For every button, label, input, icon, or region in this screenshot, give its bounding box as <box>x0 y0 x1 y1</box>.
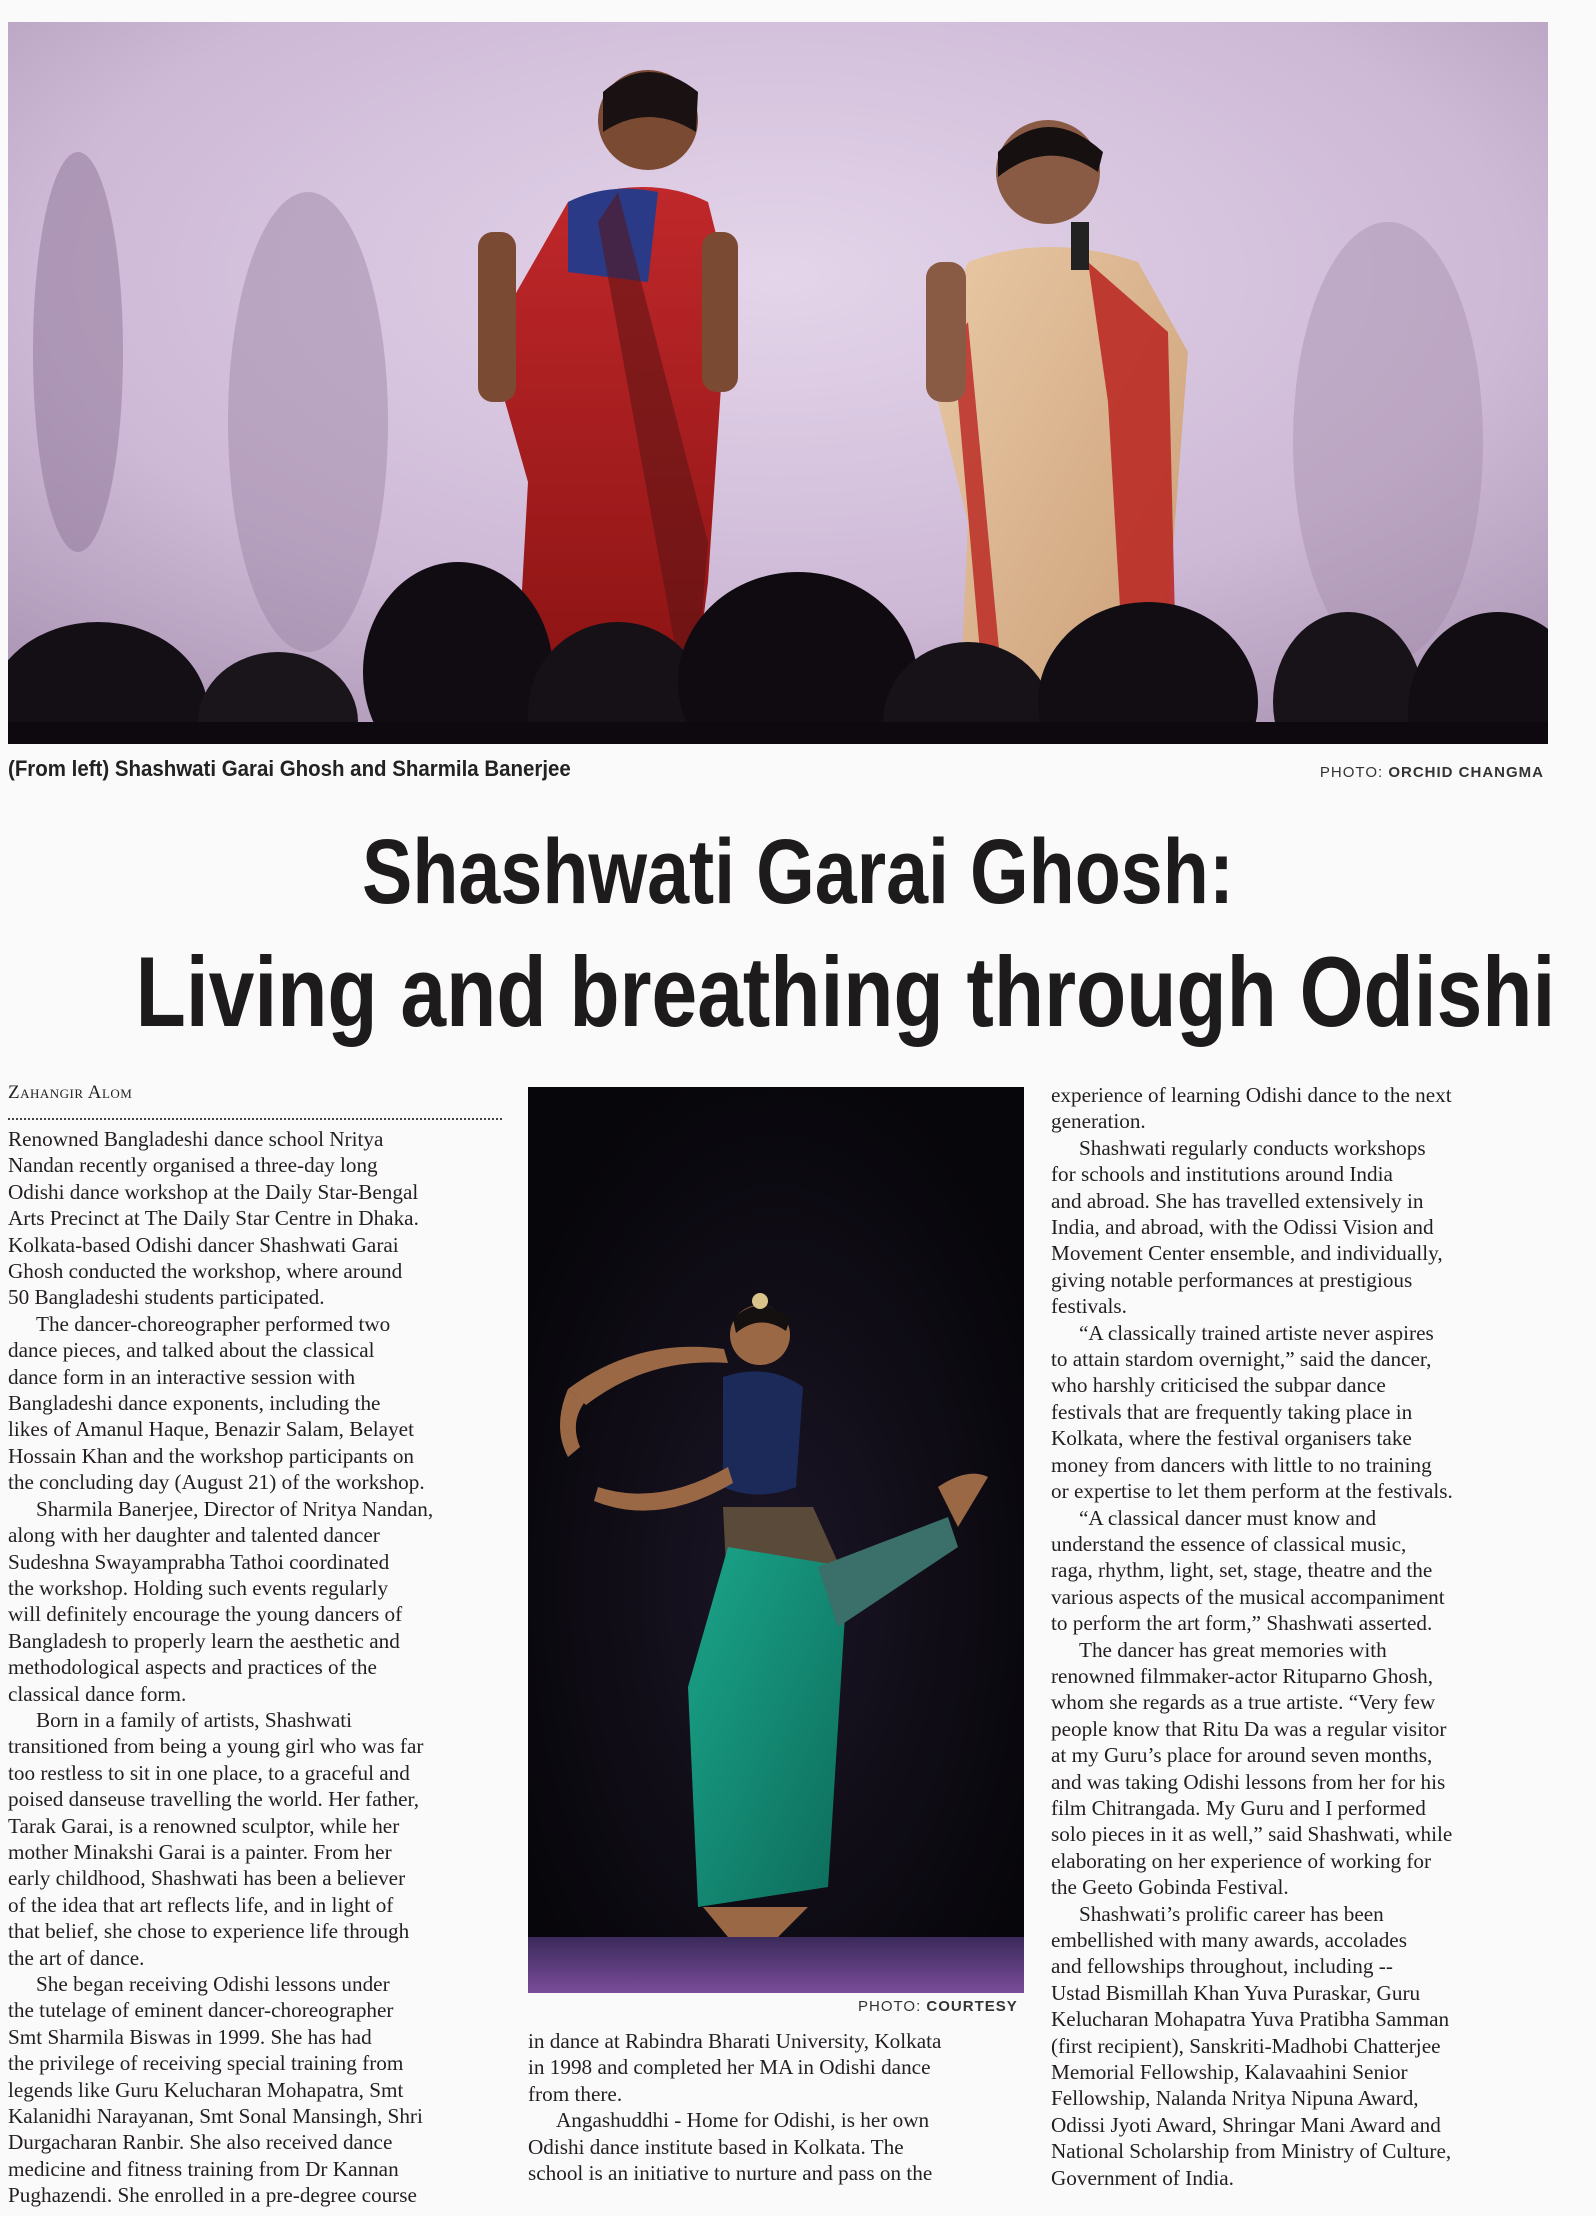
article-line: in 1998 and completed her MA in Odishi dance <box>528 2055 931 2080</box>
headline-line-2: Living and breathing through Odishi <box>135 936 1556 1047</box>
article-line: from there. <box>528 2081 623 2106</box>
article-line: legends like Guru Kelucharan Mohapatra, Smt <box>8 2077 404 2102</box>
credit-name: ORCHID CHANGMA <box>1388 764 1544 781</box>
article-line: or expertise to let them perform at the festivals. <box>1051 1479 1453 1504</box>
article-line: experience of learning Odishi dance to the next <box>1051 1083 1452 1107</box>
article-line: 50 Bangladeshi students participated. <box>8 1285 325 1310</box>
dancer-credit-label: PHOTO: <box>858 1998 922 2015</box>
article-line: the concluding day (August 21) of the workshop. <box>8 1470 425 1495</box>
article-line: Kolkata-based Odishi dancer Shashwati Garai <box>8 1232 399 1257</box>
article-line: at my Guru’s place for around seven months, <box>1051 1743 1433 1768</box>
article-line: festivals. <box>1051 1294 1127 1319</box>
article-line: to attain stardom overnight,” said the dancer, <box>1051 1347 1432 1372</box>
article-line: Odishi dance workshop at the Daily Star-Bengal <box>8 1179 419 1204</box>
article-line: Bangladesh to properly learn the aesthetic and <box>8 1628 400 1653</box>
article-line: (first recipient), Sanskriti-Madhobi Chatterjee <box>1051 2033 1441 2058</box>
article-line: The dancer-choreographer performed two <box>36 1311 391 1336</box>
article-column-1 <box>8 1126 502 2209</box>
article-line: generation. <box>1051 1109 1146 1134</box>
article-line: Nandan recently organised a three-day long <box>8 1153 378 1178</box>
article-line: methodological aspects and practices of the <box>8 1655 377 1680</box>
article-line: poised danseuse travelling the world. Her father, <box>8 1787 419 1812</box>
article-line: Odishi dance institute based in Kolkata. The <box>528 2134 904 2159</box>
article-line: the art of dance. <box>8 1945 145 1970</box>
article-line: the tutelage of eminent dancer-choreographer <box>8 1998 394 2023</box>
article-line: Arts Precinct at The Daily Star Centre in Dhaka. <box>8 1206 419 1231</box>
article-line: Memorial Fellowship, Kalavaahini Senior <box>1051 2060 1408 2085</box>
article-line: to perform the art form,” Shashwati asserted. <box>1051 1611 1433 1636</box>
article-line: classical dance form. <box>8 1681 187 1706</box>
article-line: India, and abroad, with the Odissi Vision and <box>1051 1215 1434 1240</box>
article-line: raga, rhythm, light, set, stage, theatre and the <box>1051 1558 1433 1583</box>
article-line: embellished with many awards, accolades <box>1051 1928 1407 1952</box>
article-line: who harshly criticised the subpar dance <box>1051 1373 1386 1398</box>
dancer-photo-illustration <box>528 1087 1024 1993</box>
article-line: Smt Sharmila Biswas in 1999. She has had <box>8 2024 372 2049</box>
article-line: giving notable performances at prestigious <box>1051 1267 1413 1292</box>
article-line: Kolkata, where the festival organisers take <box>1051 1426 1412 1451</box>
article-line: too restless to sit in one place, to a graceful and <box>8 1760 410 1785</box>
article-line: Fellowship, Nalanda Nritya Nipuna Award, <box>1051 2086 1419 2111</box>
article-line: and abroad. She has travelled extensively in <box>1051 1188 1424 1213</box>
article-line: Hossain Khan and the workshop participants on <box>8 1443 415 1468</box>
article-line: Durgacharan Ranbir. She also received dance <box>8 2130 393 2155</box>
dancer-photo-credit <box>858 1998 1018 2015</box>
dancer-photo <box>528 1087 1024 1993</box>
article-line: likes of Amanul Haque, Benazir Salam, Belayet <box>8 1417 414 1442</box>
article-line: festivals that are frequently taking place in <box>1051 1399 1413 1424</box>
article-line: Odissi Jyoti Award, Shringar Mani Award and <box>1051 2112 1441 2137</box>
article-line: renowned filmmaker-actor Rituparno Ghosh, <box>1051 1663 1434 1688</box>
article-line: and fellowships throughout, including -- <box>1051 1954 1393 1979</box>
article-line: elaborating on her experience of working for <box>1051 1848 1432 1873</box>
article-column-3 <box>1051 1082 1551 2191</box>
article-line: The dancer has great memories with <box>1079 1637 1387 1662</box>
byline-divider <box>8 1118 502 1120</box>
stage-photo <box>8 22 1548 744</box>
article-line: understand the essence of classical music, <box>1051 1531 1407 1556</box>
article-line: along with her daughter and talented dancer <box>8 1523 380 1548</box>
article-line: Tarak Garai, is a renowned sculptor, while her <box>8 1813 400 1838</box>
article-line: Born in a family of artists, Shashwati <box>36 1707 353 1732</box>
article-line: Shashwati regularly conducts workshops <box>1079 1135 1426 1160</box>
article-line: the Geeto Gobinda Festival. <box>1051 1875 1289 1900</box>
article-line: Pughazendi. She enrolled in a pre-degree course <box>8 2183 417 2208</box>
credit-label: PHOTO: <box>1319 764 1384 781</box>
article-line: and was taking Odishi lessons from her for his <box>1051 1769 1446 1794</box>
article-line: Kelucharan Mohapatra Yuva Pratibha Samman <box>1051 2007 1450 2032</box>
article-line: whom she regards as a true artiste. “Very few <box>1051 1690 1436 1715</box>
article-line: dance form in an interactive session with <box>8 1364 356 1389</box>
article-line: money from dancers with little to no training <box>1051 1452 1432 1477</box>
article-line: transitioned from being a young girl who was far <box>8 1734 424 1759</box>
article-line: that belief, she chose to experience life through <box>8 1919 410 1944</box>
article-line: Ustad Bismillah Khan Yuva Puraskar, Guru <box>1051 1980 1421 2005</box>
article-line: film Chitrangada. My Guru and I performed <box>1051 1795 1426 1820</box>
article-line: “A classically trained artiste never aspires <box>1079 1320 1434 1345</box>
dancer-credit-name: COURTESY <box>926 1998 1018 2015</box>
article-line: Angashuddhi - Home for Odishi, is her own <box>556 2108 930 2133</box>
article-line: early childhood, Shashwati has been a believer <box>8 1866 406 1891</box>
article-column-2 <box>528 2028 1024 2186</box>
article-line: Ghosh conducted the workshop, where around <box>8 1259 403 1284</box>
article-line: National Scholarship from Ministry of Culture, <box>1051 2139 1452 2164</box>
headline-line-1: Shashwati Garai Ghosh: <box>362 821 1234 923</box>
photo-caption: (From left) Shashwati Garai Ghosh and Sharmila Banerjee <box>8 756 571 781</box>
article-line: will definitely encourage the young dancers of <box>8 1602 403 1627</box>
article-line: various aspects of the musical accompaniment <box>1051 1584 1445 1609</box>
article-line: school is an initiative to nurture and pass on the <box>528 2161 933 2186</box>
article-line: “A classical dancer must know and <box>1079 1505 1377 1530</box>
byline: Zahangir Alom <box>8 1082 133 1103</box>
article-line: dance pieces, and talked about the classical <box>8 1338 375 1363</box>
article-line: Kalanidhi Narayanan, Smt Sonal Mansingh, Shri <box>8 2104 423 2129</box>
stage-photo-illustration <box>8 22 1548 744</box>
article-line: She began receiving Odishi lessons under <box>36 1972 390 1996</box>
article-line: solo pieces in it as well,” said Shashwati, while <box>1051 1822 1453 1847</box>
article-line: Sudeshna Swayamprabha Tathoi coordinated <box>8 1549 390 1574</box>
article-line: people know that Ritu Da was a regular visitor <box>1051 1716 1447 1741</box>
article-line: the workshop. Holding such events regularly <box>8 1575 389 1600</box>
article-line: Bangladeshi dance exponents, including the <box>8 1391 381 1416</box>
article-line: of the idea that art reflects life, and in light of <box>8 1892 394 1917</box>
article-line: Movement Center ensemble, and individually, <box>1051 1241 1443 1266</box>
article-line: Sharmila Banerjee, Director of Nritya Nandan, <box>36 1496 434 1521</box>
article-line: Renowned Bangladeshi dance school Nritya <box>8 1127 384 1151</box>
photo-credit-top <box>1320 764 1544 781</box>
article-line: Government of India. <box>1051 2165 1234 2190</box>
article-line: in dance at Rabindra Bharati University, Kolkata <box>528 2029 942 2053</box>
article-line: medicine and fitness training from Dr Kannan <box>8 2156 399 2181</box>
article-line: Shashwati’s prolific career has been <box>1079 1901 1384 1926</box>
article-line: mother Minakshi Garai is a painter. From her <box>8 1839 392 1864</box>
article-line: the privilege of receiving special training from <box>8 2051 404 2076</box>
article-line: for schools and institutions around India <box>1051 1162 1393 1187</box>
